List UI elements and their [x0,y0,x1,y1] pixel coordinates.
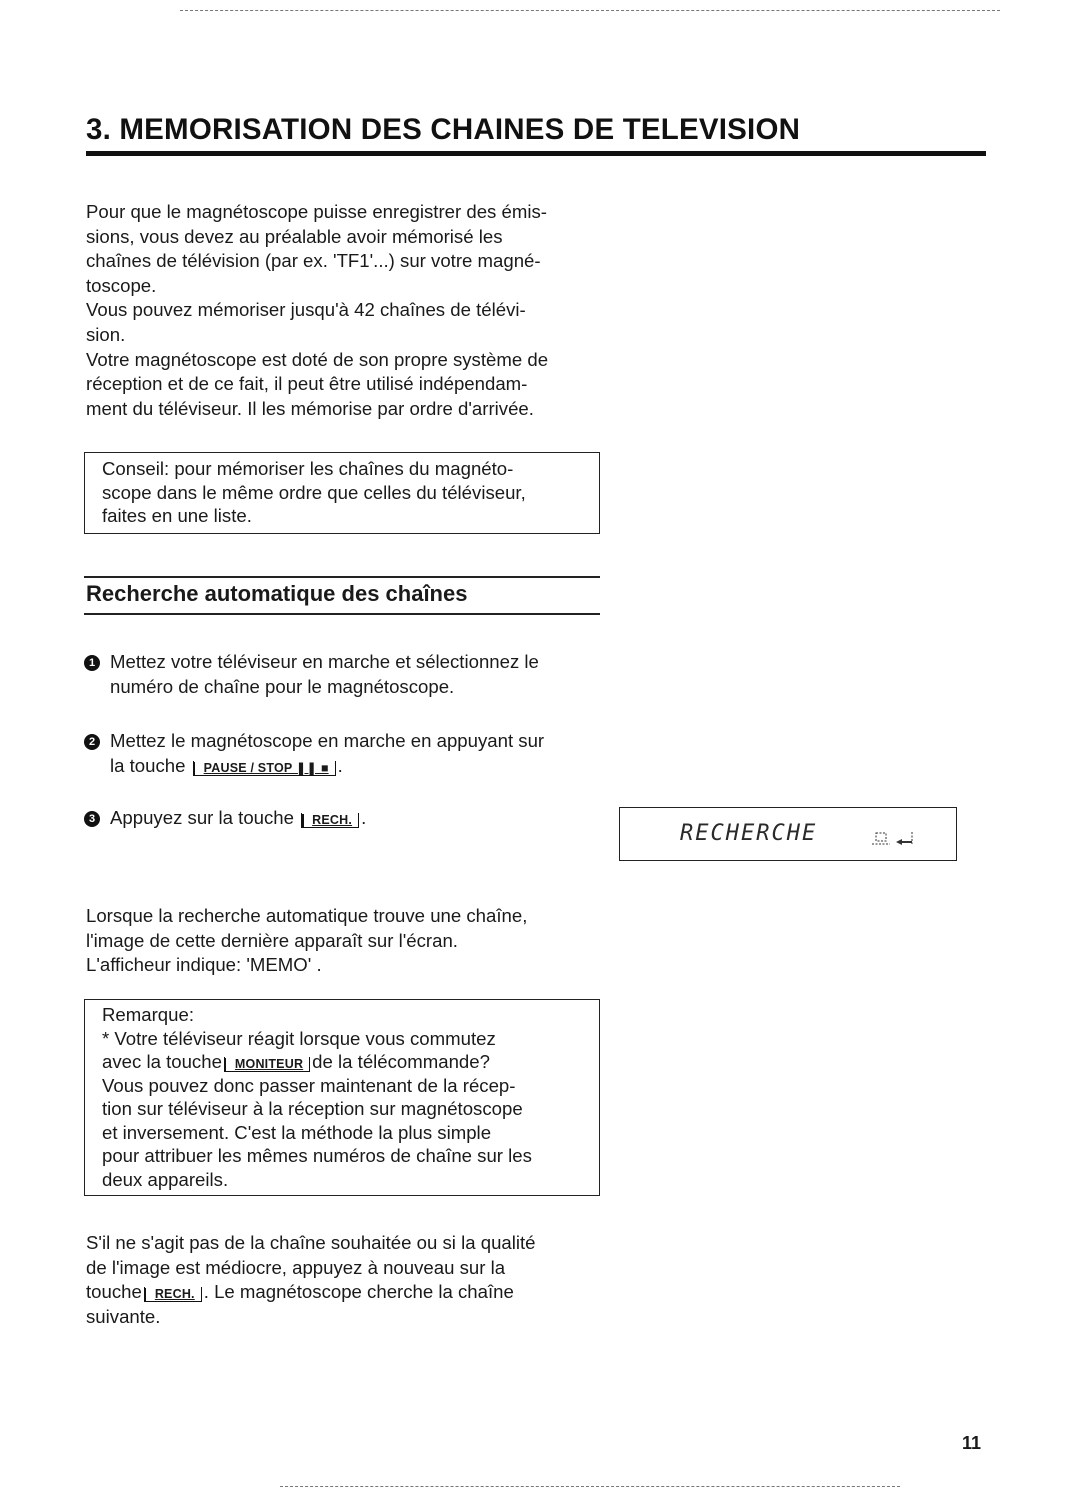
note-box [84,999,600,1196]
text-line: S'il ne s'agit pas de la chaîne souhaitée ou si la qualité [86,1232,536,1253]
text-line: suivante. [86,1305,161,1327]
tip-box [84,452,600,534]
text-fragment: . [361,807,367,828]
section-subtitle: Recherche automatique des chaînes [86,581,468,606]
text-line [102,1050,532,1074]
step-number-badge: 2 [84,734,100,750]
text-line: numéro de chaîne pour le magnétoscope. [110,675,455,697]
text-fragment: de la télécommande? [312,1051,490,1072]
page-title: 3. MEMORISATION DES CHAINES DE TELEVISION [86,113,801,146]
note-heading: Remarque: [102,1004,194,1025]
text-line: chaînes de télévision (par ex. 'TF1'...) sur votre magné- [86,250,541,272]
result-paragraph [86,904,626,978]
subtitle-rule-top [84,576,600,578]
display-text: RECHERCHE [680,821,818,846]
text-line: toscope. [86,274,157,296]
text-line: tion sur téléviseur à la réception sur magnétoscope [102,1098,523,1119]
text-line [86,1280,626,1305]
intro-paragraph [86,200,626,421]
vcr-display-panel [619,807,957,861]
text-line: deux appareils. [102,1168,229,1190]
text-line: Lorsque la recherche automatique trouve une chaîne, [86,905,528,926]
text-line: Pour que le magnétoscope puisse enregistrer des émis- [86,201,547,222]
step-number-badge: 3 [84,811,100,827]
scan-artifact-bottom [280,1486,900,1487]
closing-paragraph [86,1231,626,1329]
text-line: ment du téléviseur. Il les mémorise par ordre d'arrivée. [86,397,534,419]
text-line: Vous pouvez donc passer maintenant de la récep- [102,1074,516,1096]
scan-artifact-top [180,10,1000,11]
step-number-badge: 1 [84,655,100,671]
text-line: Conseil: pour mémoriser les chaînes du magnéto- [102,458,514,479]
text-line: l'image de cette dernière apparaît sur l'écran. [86,929,458,951]
text-line: scope dans le même ordre que celles du téléviseur, [102,481,526,503]
step-text [110,806,366,831]
subtitle-rule-bottom [84,613,600,615]
text-line: Mettez votre téléviseur en marche et sélectionnez le [110,651,539,672]
note-text [102,1003,532,1191]
text-fragment: . [337,754,343,776]
step-text [110,650,539,699]
text-line [110,806,366,831]
rech-key-label: RECH. [301,813,359,828]
step-text [110,729,544,778]
text-line: sions, vous devez au préalable avoir mémorisé les [86,225,503,247]
rech-key-label: RECH. [144,1287,202,1302]
text-line: de l'image est médiocre, appuyez à nouveau sur la [86,1256,506,1278]
text-line: Vous pouvez mémoriser jusqu'à 42 chaînes de télévi- [86,299,526,321]
text-line [110,754,544,779]
text-line: * Votre téléviseur réagit lorsque vous commutez [102,1027,496,1049]
text-fragment: Appuyez sur la touche [110,807,294,828]
text-fragment: avec la touche [102,1051,222,1072]
tip-text [102,457,526,528]
text-line: pour attribuer les mêmes numéros de chaîne sur les [102,1145,532,1166]
moniteur-key-label: MONITEUR [224,1057,310,1072]
text-line: réception et de ce fait, il peut être utilisé indépendam- [86,373,528,395]
text-fragment: la touche [110,754,186,776]
pause-stop-key-label: PAUSE / STOP ❚❚ ■ [193,761,336,776]
text-line: et inversement. C'est la méthode la plus simple [102,1121,492,1143]
program-indicator-icon [866,830,924,848]
text-fragment: touche [86,1281,142,1303]
text-line: Votre magnétoscope est doté de son propre système de [86,348,549,370]
text-line: L'afficheur indique: 'MEMO' . [86,954,322,976]
title-underline [86,151,986,156]
text-line: Mettez le magnétoscope en marche en appuyant sur [110,730,545,751]
page-number: 11 [962,1433,982,1453]
text-fragment: . Le magnétoscope cherche la chaîne [203,1281,514,1303]
text-line: faites en une liste. [102,505,252,526]
text-line: sion. [86,323,126,345]
